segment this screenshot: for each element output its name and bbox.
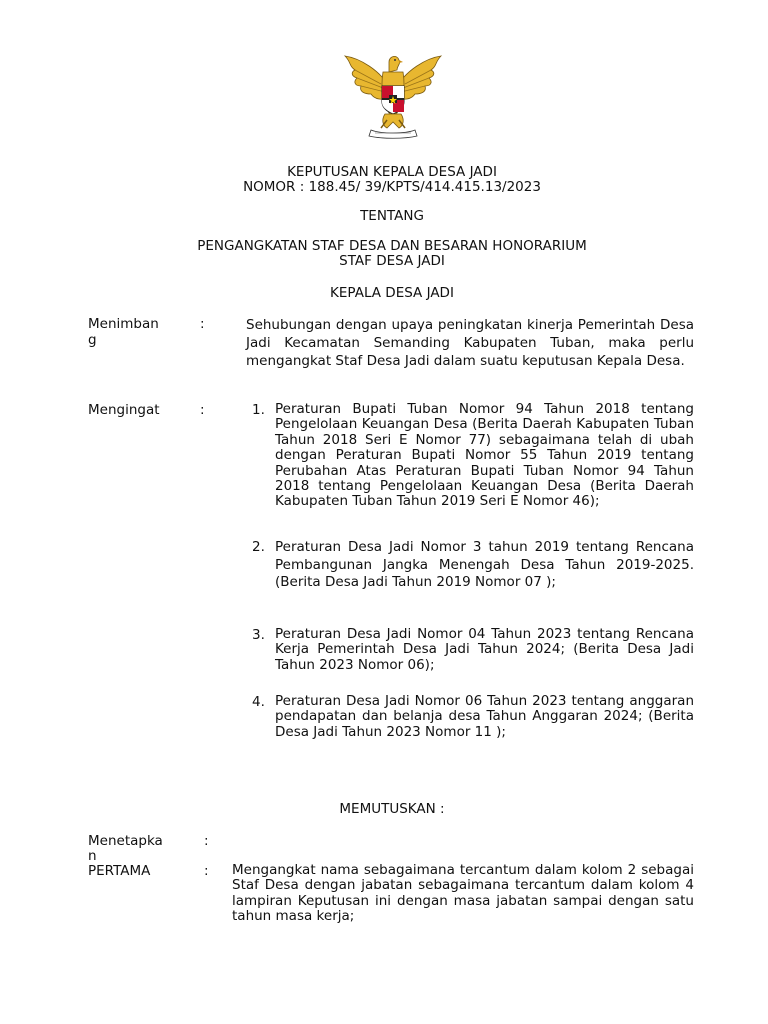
menimbang-label-line2: g: [88, 332, 97, 348]
mengingat-item-4-number: 4.: [252, 694, 265, 710]
menetapkan-label-line1: Menetapka: [88, 833, 163, 849]
mengingat-item-3-text: Peraturan Desa Jadi Nomor 04 Tahun 2023 tentang Rencana Kerja Pemerintah Desa Jadi Tahun 2024; (Berita Desa Jadi Tahun 2023 Nomor 06);: [275, 626, 694, 673]
memutuskan-heading: MEMUTUSKAN :: [339, 801, 445, 817]
decree-subject-line2: STAF DESA JADI: [339, 253, 445, 269]
tentang-heading: TENTANG: [360, 208, 424, 224]
mengingat-item-1-number: 1.: [252, 402, 265, 418]
decree-title: KEPUTUSAN KEPALA DESA JADI: [287, 164, 497, 180]
pertama-colon: :: [204, 863, 209, 879]
mengingat-item-3-number: 3.: [252, 627, 265, 643]
mengingat-item-1-text: Peraturan Bupati Tuban Nomor 94 Tahun 2018 tentang Pengelolaan Keuangan Desa (Berita Daerah Kabupaten Tuban Tahun 2018 Seri E Nomor 77) sebagaimana telah di ubah dengan Peraturan Bupati Nomor 55 Tahun 2019 tentang Perubahan Atas Peraturan Bupati Tuban Nomor 94 Tahun 2018 tentang Pengelolaan Keuangan Desa (Berita Daerah Kabupaten Tuban Tahun 2019 Seri E Nomor 46);: [275, 401, 694, 510]
pertama-text: Mengangkat nama sebagaimana tercantum dalam kolom 2 sebagai Staf Desa dengan jabatan sebagaimana tercantum dalam kolom 4 lampiran Keputusan ini dengan masa jabatan sampai dengan satu tahun masa kerja;: [232, 862, 694, 925]
mengingat-item-4-text: Peraturan Desa Jadi Nomor 06 Tahun 2023 tentang anggaran pendapatan dan belanja desa Tahun Anggaran 2024; (Berita Desa Jadi Tahun 2023 Nomor 11 );: [275, 693, 694, 740]
decree-subject-line1: PENGANGKATAN STAF DESA DAN BESARAN HONORARIUM: [197, 238, 587, 254]
garuda-emblem: [341, 50, 445, 140]
pertama-label: PERTAMA: [88, 863, 151, 879]
menimbang-label-line1: Menimban: [88, 316, 159, 332]
menimbang-text: Sehubungan dengan upaya peningkatan kinerja Pemerintah Desa Jadi Kecamatan Semanding Kabupaten Tuban, maka perlu mengangkat Staf Desa Jadi dalam suatu keputusan Kepala Desa.: [246, 317, 694, 369]
menetapkan-label-line2: n: [88, 848, 97, 864]
decree-number: NOMOR : 188.45/ 39/KPTS/414.415.13/2023: [243, 179, 541, 195]
menetapkan-colon: :: [204, 833, 209, 849]
mengingat-item-2-number: 2.: [252, 539, 265, 555]
menimbang-colon: :: [200, 316, 205, 332]
issuer-heading: KEPALA DESA JADI: [330, 285, 454, 301]
mengingat-colon: :: [200, 402, 205, 418]
mengingat-item-2-text: Peraturan Desa Jadi Nomor 3 tahun 2019 tentang Rencana Pembangunan Jangka Menengah Desa Tahun 2019-2025. (Berita Desa Jadi Tahun 2019 Nomor 07 );: [275, 539, 694, 590]
mengingat-label: Mengingat: [88, 402, 160, 418]
